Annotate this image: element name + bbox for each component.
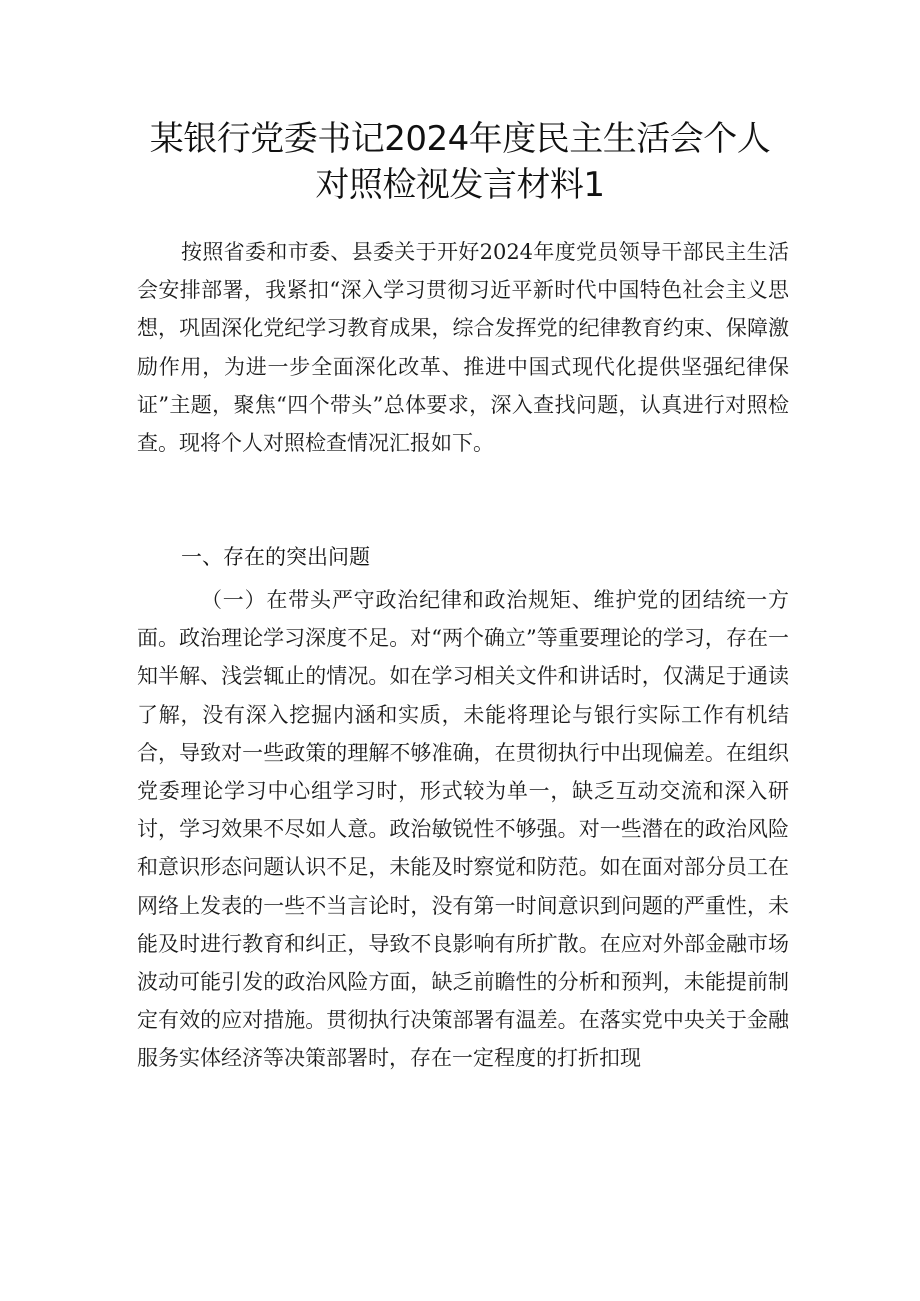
section-1-paragraph-1: （一）在带头严守政治纪律和政治规矩、维护党的团结统一方面。政治理论学习深度不足。对“两个确立”等重要理论的学习，存在一知半解、浅尝辄止的情况。如在学习相关文件和讲话时，仅满足于通读了解，没有深入挖掘内涵和实质，未能将理论与银行实际工作有机结合，导致对一些政策的理解不够准确，在贯彻执行中出现偏差。在组织党委理论学习中心组学习时，形式较为单一，缺乏互动交流和深入研讨，学习效果不尽如人意。政治敏锐性不够强。对一些潜在的政治风险和意识形态问题认识不足，未能及时察觉和防范。如在面对部分员工在网络上发表的一些不当言论时，没有第一时间意识到问题的严重性，未能及时进行教育和纠正，导致不良影响有所扩散。在应对外部金融市场波动可能引发的政治风险方面，缺乏前瞻性的分析和预判，未能提前制定有效的应对措施。贯彻执行决策部署有温差。在落实党中央关于金融服务实体经济等决策部署时，存在一定程度的打折扣现 bbox=[137, 588, 789, 1071]
section-heading-problems: 一、存在的突出问题 bbox=[181, 545, 370, 569]
document-title-line-1: 某银行党委书记2024年度民主生活会个人 bbox=[149, 119, 771, 159]
intro-paragraph: 按照省委和市委、县委关于开好2024年度党员领导干部民主生活会安排部署，我紧扣“深入学习贯彻习近平新时代中国特色社会主义思想，巩固深化党纪学习教育成果，综合发挥党的纪律教育约束、保障激励作用，为进一步全面深化改革、推进中国式现代化提供坚强纪律保证”主题，聚焦“四个带头”总体要求，深入查找问题，认真进行对照检查。现将个人对照检查情况汇报如下。 bbox=[137, 240, 789, 456]
document-title-line-2: 对照检视发言材料1 bbox=[315, 165, 605, 205]
